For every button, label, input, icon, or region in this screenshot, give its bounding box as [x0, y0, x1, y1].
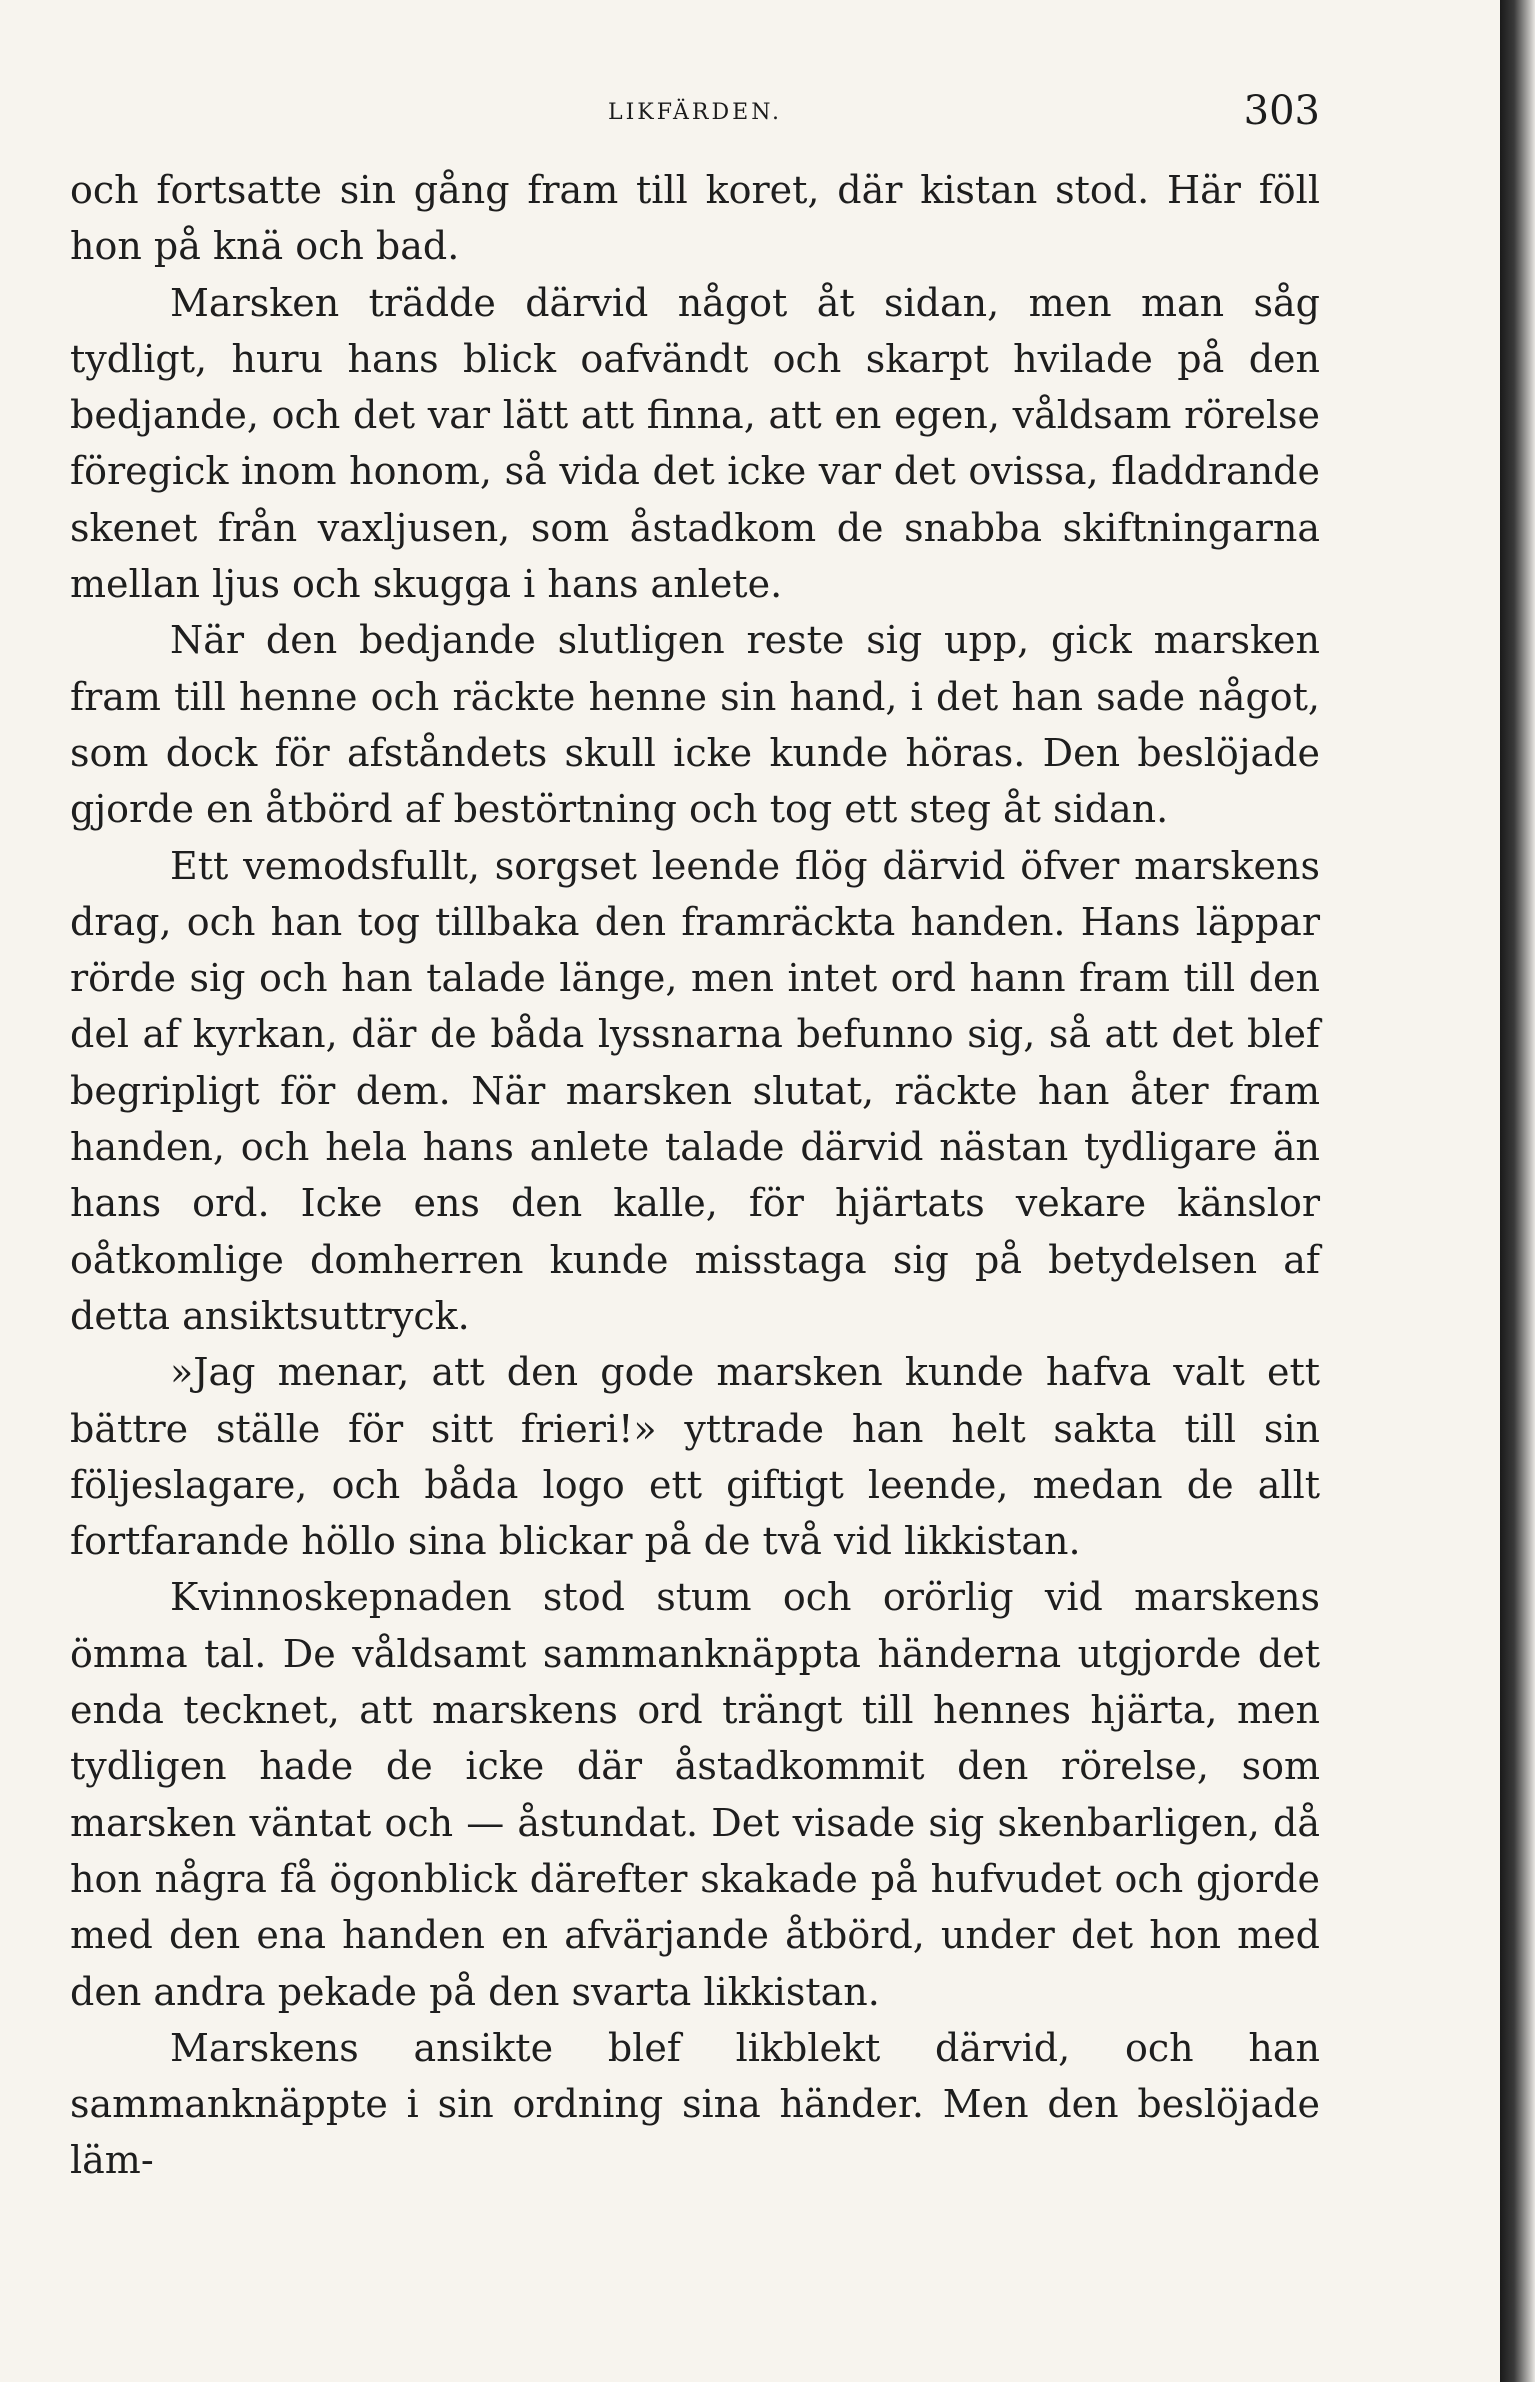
- paragraph: Ett vemodsfullt, sorgset leende flög därvid öfver marskens drag, och han tog tillbaka den framräckta handen. Hans läppar rörde sig och han talade länge, men intet ord hann fram till den del af kyrkan, där de båda lyssnarna befunno sig, så att det blef begripligt för dem. När marsken slutat, räckte han åter fram handen, och hela hans anlete talade därvid nästan tydligare än hans ord. Icke ens den kalle, för hjärtats vekare känslor oåtkomlige domherren kunde misstaga sig på betydelsen af detta ansiktsuttryck.: [70, 843, 1320, 1338]
- paragraph-continuation: och fortsatte sin gång fram till koret, där kistan stod. Här föll hon på knä och bad.: [70, 168, 1320, 269]
- page-number: 303: [1243, 88, 1320, 134]
- scan-edge-shadow: [1500, 0, 1535, 2382]
- paragraph: Marsken trädde därvid något åt sidan, men man såg tydligt, huru hans blick oafvändt och skarpt hvilade på den bedjande, och det var lätt att finna, att en egen, våldsam rörelse föregick inom honom, så vida det icke var det ovissa, fladdrande skenet från vaxljusen, som åstadkom de snabba skiftningarna mellan ljus och skugga i hans anlete.: [70, 280, 1320, 607]
- body-text: [70, 162, 1320, 2189]
- running-head: LIKFÄRDEN.: [607, 100, 783, 125]
- paragraph: »Jag menar, att den gode marsken kunde hafva valt ett bättre ställe för sitt frieri!» yttrade han helt sakta till sin följeslagare, och båda logo ett giftigt leende, medan de allt fortfarande höllo sina blickar på de två vid likkistan.: [70, 1350, 1320, 1564]
- paragraph: Marskens ansikte blef likblekt därvid, och han sammanknäppte i sin ordning sina händer. Men den beslöjade läm-: [70, 2025, 1320, 2183]
- paragraph: När den bedjande slutligen reste sig upp, gick marsken fram till henne och räckte henne sin hand, i det han sade något, som dock för afståndets skull icke kunde höras. Den beslöjade gjorde en åtbörd af bestörtning och tog ett steg åt sidan.: [70, 618, 1320, 832]
- page-header: [70, 88, 1320, 148]
- paragraph: Kvinnoskepnaden stod stum och orörlig vid marskens ömma tal. De våldsamt sammanknäppta händerna utgjorde det enda tecknet, att marskens ord trängt till hennes hjärta, men tydligen hade de icke där åstadkommit den rörelse, som marsken väntat och — åstundat. Det visade sig skenbarligen, då hon några få ögonblick därefter skakade på hufvudet och gjorde med den ena handen en afvärjande åtbörd, under det hon med den andra pekade på den svarta likkistan.: [70, 1575, 1320, 2014]
